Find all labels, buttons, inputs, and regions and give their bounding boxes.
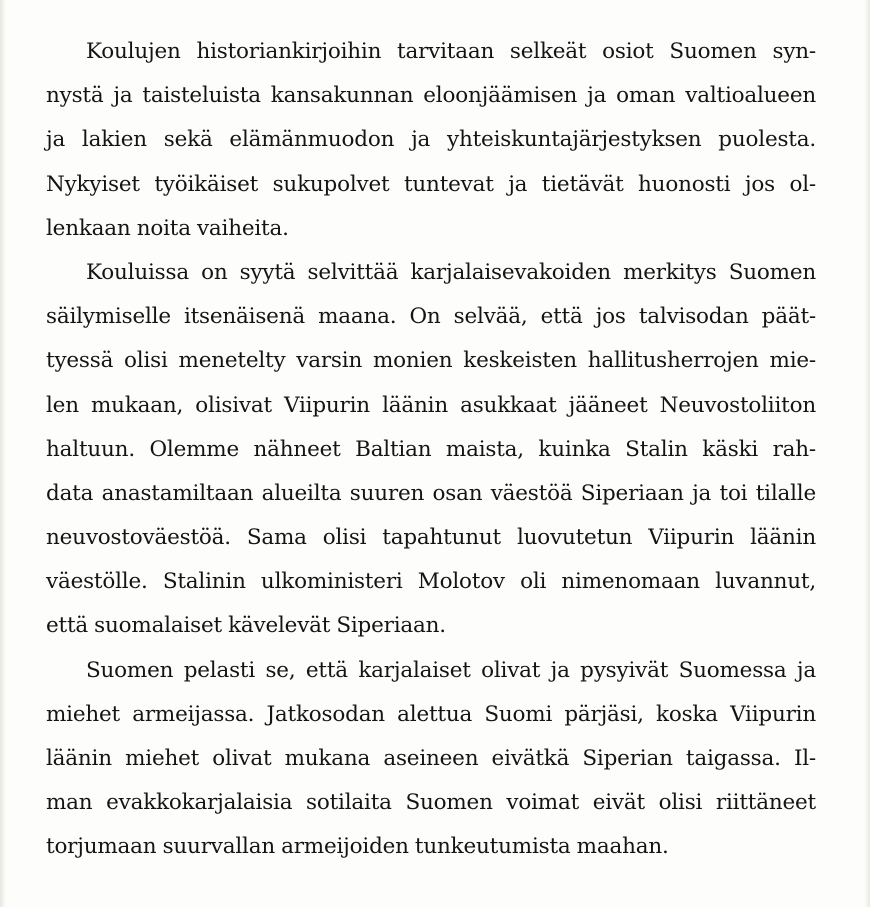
text-line: len mukaan, olisivat Viipurin läänin asukkaat jääneet Neuvostoliiton	[46, 392, 816, 418]
text-line: Kouluissa on syytä selvittää karjalaisevakoiden merkitys Suomen	[86, 259, 816, 285]
text-line: nystä ja taisteluista kansakunnan eloonjäämisen ja oman valtioalueen	[46, 83, 816, 109]
text-line: data anastamiltaan alueilta suuren osan väestöä Siperiaan ja toi tilalle	[46, 480, 816, 506]
text-line: ja lakien sekä elämänmuodon ja yhteiskuntajärjestyksen puolesta.	[46, 127, 816, 153]
text-line: Koulujen historiankirjoihin tarvitaan selkeät osiot Suomen syn-	[86, 39, 816, 64]
text-line: miehet armeijassa. Jatkosodan alettua Suomi pärjäsi, koska Viipurin	[46, 701, 816, 727]
text-line: man evakkokarjalaisia sotilaita Suomen voimat eivät olisi riittäneet	[46, 790, 816, 816]
text-line: neuvostoväestöä. Sama olisi tapahtunut luovutetun Viipurin läänin	[46, 525, 816, 551]
text-line: tyessä olisi menetelty varsin monien keskeisten hallitusherrojen mie-	[46, 348, 816, 374]
text-line: lenkaan noita vaiheita.	[46, 215, 289, 241]
paragraph-3	[46, 649, 816, 870]
text-line: Suomen pelasti se, että karjalaiset olivat ja pysyivät Suomessa ja	[86, 657, 816, 683]
paragraph-2	[46, 251, 816, 649]
body-text	[46, 30, 816, 870]
page-edge-left	[0, 0, 6, 907]
text-line: että suomalaiset kävelevät Siperiaan.	[46, 613, 446, 639]
paragraph-1	[46, 30, 816, 251]
text-line: Nykyiset työikäiset sukupolvet tuntevat ja tietävät huonosti jos ol-	[46, 171, 816, 197]
text-line: torjumaan suurvallan armeijoiden tunkeutumista maahan.	[46, 834, 669, 860]
text-line: säilymiselle itsenäisenä maana. On selvää, että jos talvisodan päät-	[46, 304, 816, 330]
text-line: haltuun. Olemme nähneet Baltian maista, kuinka Stalin käski rah-	[46, 436, 816, 462]
page-edge-right	[864, 0, 870, 907]
text-line: läänin miehet olivat mukana aseineen eivätkä Siperian taigassa. Il-	[46, 746, 816, 771]
text-line: väestölle. Stalinin ulkoministeri Molotov oli nimenomaan luvannut,	[46, 569, 816, 595]
